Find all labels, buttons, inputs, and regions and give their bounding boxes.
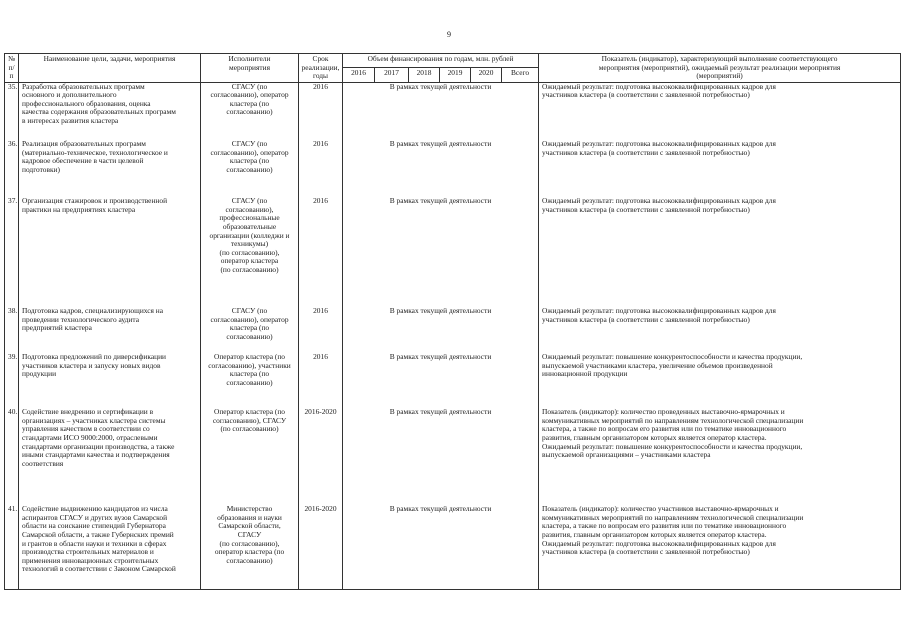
row-executors: СГАСУ (по согласованию), профессиональные образовательные организации (колледжи и техникумы) (по согласованию), оператор кластера (по согласованию) — [201, 197, 299, 307]
row-name: Организация стажировок и производственной практики на предприятиях кластера — [19, 197, 201, 307]
row-executors: Министерство образования и науки Самарской области, СГАСУ (по согласованию), оператор кластера (по согласованию) — [201, 505, 299, 589]
header-num: № п/п — [5, 54, 19, 83]
header-year-2018: 2018 — [409, 68, 440, 82]
row-indicator: Показатель (индикатор): количество участников выставочно-ярмарочных и коммуникативных мероприятий по направлениям технологической специализации кластера, а также по вопросам его развития или по тематике инновационного развития, главным организатором которых является оператор кластера. Ожидаемый результат: подготовка высококвалифицированных кадров для участников кластера (в соответствии с заявленной потребностью) — [539, 505, 901, 589]
row-number: 37. — [5, 197, 19, 307]
row-indicator: Ожидаемый результат: подготовка высококвалифицированных кадров для участников кластера (в соответствии с заявленной потребностью) — [539, 82, 901, 140]
header-total: Всего — [502, 68, 539, 82]
row-executors: Оператор кластера (по согласованию), СГАСУ (по согласованию) — [201, 408, 299, 505]
row-number: 36. — [5, 140, 19, 197]
row-name: Разработка образовательных программ основного и дополнительного профессионального образования, оценка качества содержания образовательных программ в интересах развития кластера — [19, 82, 201, 140]
row-financing: В рамках текущей деятельности — [343, 197, 539, 307]
table-row — [5, 197, 901, 307]
table-row — [5, 140, 901, 197]
row-term: 2016 — [299, 197, 343, 307]
activities-table — [4, 53, 901, 590]
row-number: 39. — [5, 353, 19, 408]
row-term: 2016-2020 — [299, 408, 343, 505]
header-year-2020: 2020 — [471, 68, 502, 82]
row-indicator: Показатель (индикатор): количество проведенных выставочно-ярмарочных и коммуникативных мероприятий по направлениям технологической специализации кластера, а также по вопросам его развития или по тематике инновационного развития, главным организатором которых является оператор кластера. Ожидаемый результат: повышение конкурентоспособности и качества продукции, выпускаемой организациями – участниками кластера — [539, 408, 901, 505]
row-name: Реализация образовательных программ (материально-техническое, технологическое и кадровое обеспечение в части целевой подготовки) — [19, 140, 201, 197]
table-row — [5, 408, 901, 505]
header-executors: Исполнители мероприятия — [201, 54, 299, 83]
header-year-2017: 2017 — [375, 68, 409, 82]
row-indicator: Ожидаемый результат: подготовка высококвалифицированных кадров для участников кластера (в соответствии с заявленной потребностью) — [539, 140, 901, 197]
header-term: Срок реализации, годы — [299, 54, 343, 83]
row-financing: В рамках текущей деятельности — [343, 408, 539, 505]
row-financing: В рамках текущей деятельности — [343, 82, 539, 140]
table-row — [5, 505, 901, 589]
header-year-2016: 2016 — [343, 68, 375, 82]
row-financing: В рамках текущей деятельности — [343, 140, 539, 197]
row-term: 2016 — [299, 353, 343, 408]
table-row — [5, 82, 901, 140]
header-row — [5, 54, 901, 68]
row-number: 40. — [5, 408, 19, 505]
header-financing: Объем финансирования по годам, млн. рублей — [343, 54, 539, 68]
row-indicator: Ожидаемый результат: подготовка высококвалифицированных кадров для участников кластера (в соответствии с заявленной потребностью) — [539, 197, 901, 307]
row-term: 2016 — [299, 307, 343, 353]
header-indicator: Показатель (индикатор), характеризующий выполнение соответствующего мероприятия (мероприятий), ожидаемый результат реализации мероприятия (мероприятий) — [539, 54, 901, 83]
row-indicator: Ожидаемый результат: повышение конкурентоспособности и качества продукции, выпускаемой участниками кластера, увеличение объемов произведенной инновационной продукции — [539, 353, 901, 408]
row-name: Подготовка предложений по диверсификации участников кластера и запуску новых видов продукции — [19, 353, 201, 408]
row-executors: Оператор кластера (по согласованию), участники кластера (по согласованию) — [201, 353, 299, 408]
row-financing: В рамках текущей деятельности — [343, 307, 539, 353]
row-term: 2016 — [299, 140, 343, 197]
row-executors: СГАСУ (по согласованию), оператор кластера (по согласованию) — [201, 140, 299, 197]
row-financing: В рамках текущей деятельности — [343, 353, 539, 408]
row-name: Содействие внедрению и сертификации в организациях – участниках кластера системы управления качеством в соответствии со стандартами ИСО 9000:2000, отраслевыми стандартами организации производства, а также иными стандартами качества и подтверждения соответствия — [19, 408, 201, 505]
row-number: 41. — [5, 505, 19, 589]
row-financing: В рамках текущей деятельности — [343, 505, 539, 589]
row-name: Подготовка кадров, специализирующихся на проведении технологического аудита предприятий кластера — [19, 307, 201, 353]
row-term: 2016 — [299, 82, 343, 140]
row-executors: СГАСУ (по согласованию), оператор кластера (по согласованию) — [201, 82, 299, 140]
row-number: 38. — [5, 307, 19, 353]
row-indicator: Ожидаемый результат: подготовка высококвалифицированных кадров для участников кластера (в соответствии с заявленной потребностью) — [539, 307, 901, 353]
table-row — [5, 307, 901, 353]
page-number: 9 — [447, 30, 451, 39]
header-year-2019: 2019 — [440, 68, 471, 82]
row-name: Содействие выдвижению кандидатов из числа аспирантов СГАСУ и других вузов Самарской области на соискание стипендий Губернатора Самарской области, а также Губернских премий и грантов в области науки и техники в сферах производства строительных материалов и применения инновационных строительных технологий в соответствии с Законом Самарской — [19, 505, 201, 589]
header-name: Наименование цели, задачи, мероприятия — [19, 54, 201, 83]
row-number: 35. — [5, 82, 19, 140]
row-executors: СГАСУ (по согласованию), оператор кластера (по согласованию) — [201, 307, 299, 353]
table-row — [5, 353, 901, 408]
row-term: 2016-2020 — [299, 505, 343, 589]
